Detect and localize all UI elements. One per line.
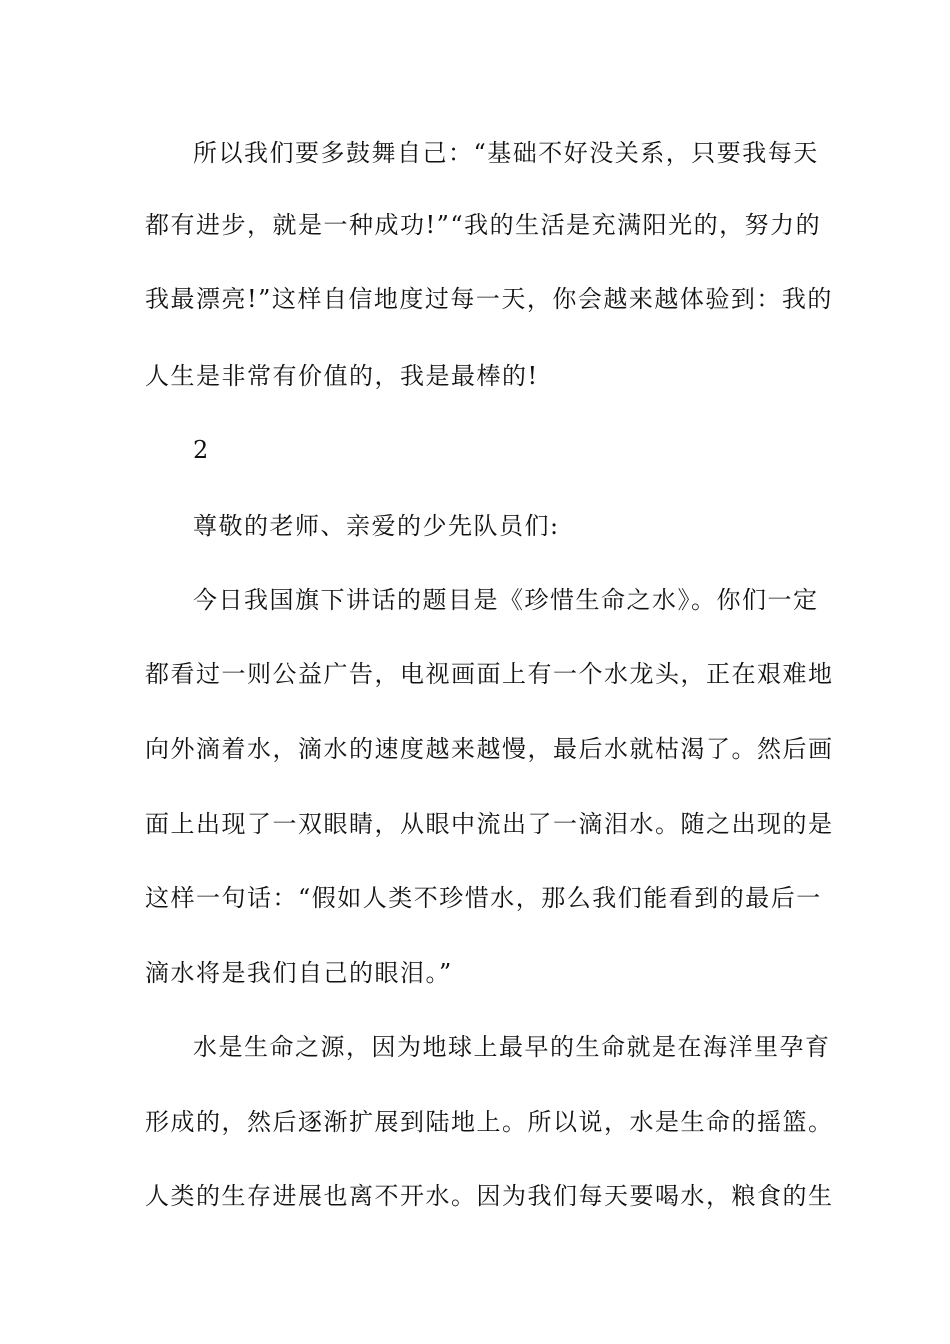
paragraph-2-line-5: 这样一句话：“假如人类不珍惜水，那么我们能看到的最后一: [145, 884, 822, 912]
paragraph-1-line-1: 所以我们要多鼓舞自己：“基础不好没关系，只要我每天: [193, 139, 819, 167]
salutation: 尊敬的老师、亲爱的少先队员们:: [193, 512, 560, 540]
paragraph-1-line-4: 人生是非常有价值的，我是最棒的!: [145, 362, 539, 390]
paragraph-1-line-3: 我最漂亮!”这样自信地度过每一天，你会越来越体验到：我的: [145, 285, 833, 313]
paragraph-2-line-6: 滴水将是我们自己的眼泪。”: [145, 959, 453, 987]
section-number: 2: [193, 436, 210, 464]
paragraph-3-line-1: 水是生命之源，因为地球上最早的生命就是在海洋里孕育: [193, 1033, 831, 1061]
paragraph-2-line-2: 都看过一则公益广告，电视画面上有一个水龙头，正在艰难地: [145, 660, 834, 688]
paragraph-2-line-1: 今日我国旗下讲话的题目是《珍惜生命之水》。你们一定: [193, 586, 819, 614]
paragraph-3-line-3: 人类的生存进展也离不开水。因为我们每天要喝水，粮食的生: [145, 1182, 834, 1210]
paragraph-3-line-2: 形成的，然后逐渐扩展到陆地上。所以说，水是生命的摇篮。: [145, 1108, 834, 1136]
paragraph-1-line-2: 都有进步，就是一种成功!”“我的生活是充满阳光的，努力的: [145, 211, 822, 239]
paragraph-2-line-4: 面上出现了一双眼睛，从眼中流出了一滴泪水。随之出现的是: [145, 810, 834, 838]
paragraph-2-line-3: 向外滴着水，滴水的速度越来越慢，最后水就枯渴了。然后画: [145, 735, 834, 763]
